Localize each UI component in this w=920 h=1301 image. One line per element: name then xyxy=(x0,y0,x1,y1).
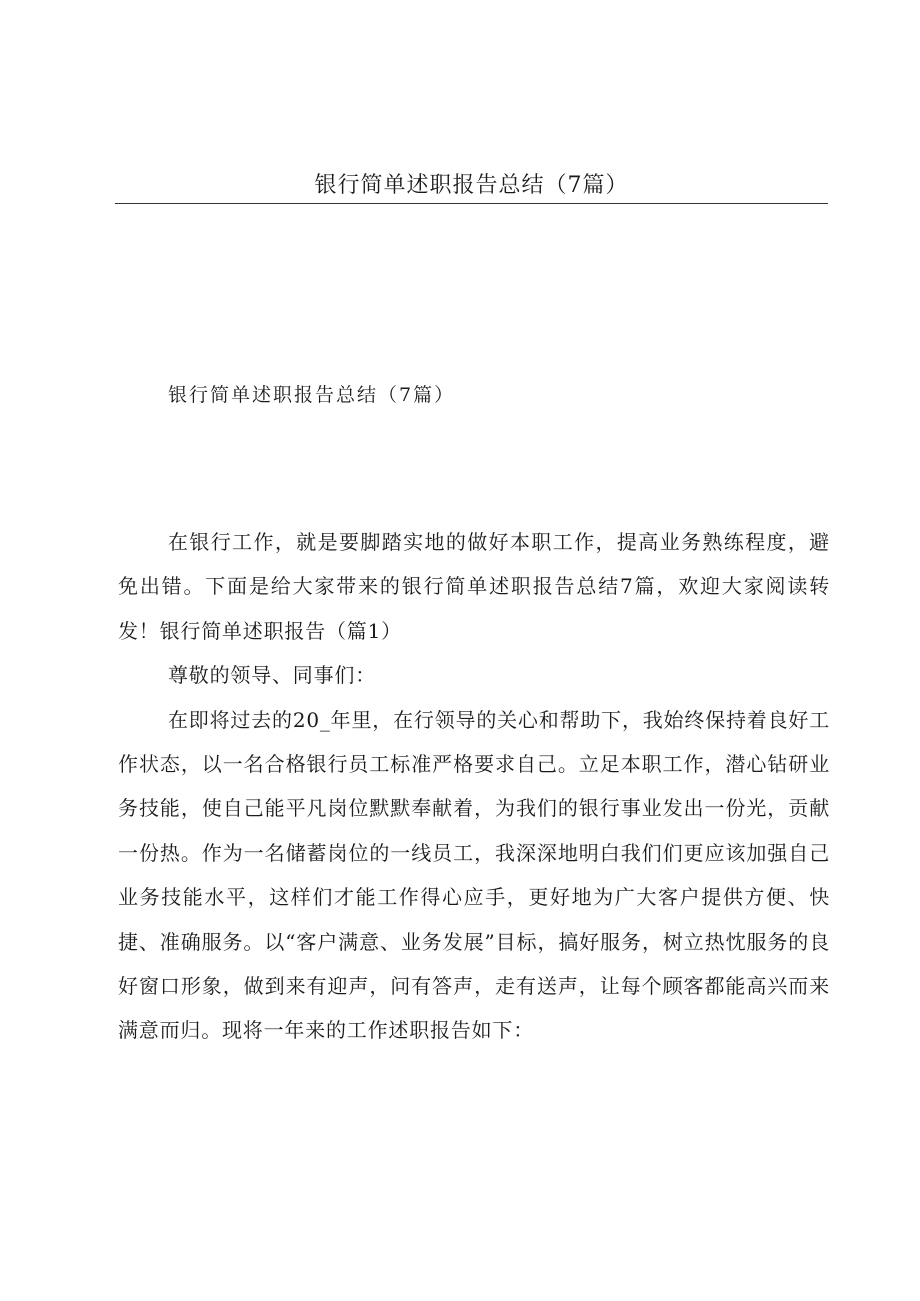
header-divider xyxy=(115,203,828,204)
page-header-title: 银行简单述职报告总结（7篇） xyxy=(314,173,629,198)
salutation-paragraph: 尊敬的领导、同事们： xyxy=(168,663,376,688)
document-title: 银行简单述职报告总结（7篇） xyxy=(168,384,456,406)
intro-paragraph: 在银行工作，就是要脚踏实地的做好本职工作，提高业务熟练程度，避免出错。下面是给大家带来的银行简单述职报告总结7篇，欢迎大家阅读转发！银行简单述职报告（篇1） xyxy=(118,530,830,643)
report-paragraph: 在即将过去的20_年里，在行领导的关心和帮助下，我始终保持着良好工作状态，以一名合格银行员工标准严格要求自己。立足本职工作，潜心钻研业务技能，使自己能平凡岗位默默奉献着，为我们的银行事业发出一份光，贡献一份热。作为一名储蓄岗位的一线员工，我深深地明白我们们更应该加强自己业务技能水平，这样们才能工作得心应手，更好地为广大客户提供方便、快捷、准确服务。以“客户满意、业务发展”目标，搞好服务，树立热忱服务的良好窗口形象，做到来有迎声，问有答声，走有送声，让每个顾客都能高兴而来满意而归。现将一年来的工作述职报告如下： xyxy=(118,707,830,1043)
document-body xyxy=(118,520,830,1053)
